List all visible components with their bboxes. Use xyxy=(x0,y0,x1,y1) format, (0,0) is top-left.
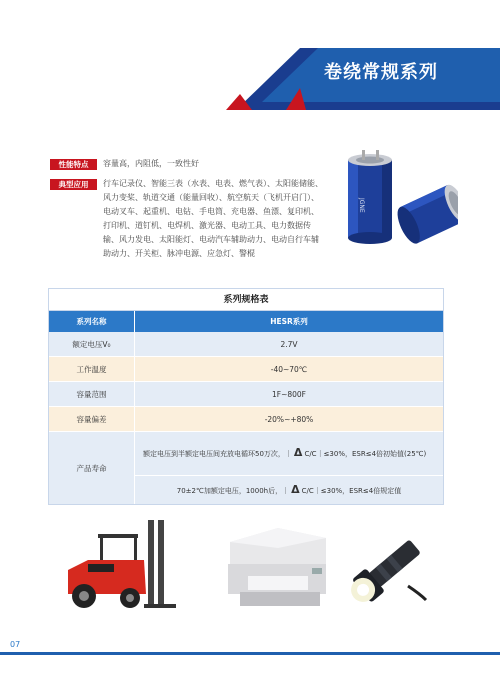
spec-table-header xyxy=(49,311,443,332)
row-value-temperature: -40~70℃ xyxy=(270,364,308,374)
row-value-tolerance: -20%~+80% xyxy=(264,414,314,424)
table-row xyxy=(49,407,443,432)
row-value-voltage: 2.7V xyxy=(280,339,298,349)
delta-symbol: Δ xyxy=(291,482,300,496)
application-text: 行车记录仪、智能三表（水表、电表、燃气表）、太阳能储能、风力变桨、轨道交通（能量回收）、航空航天（飞机开启门）、电动叉车、起重机、电钻、手电筒、充电器、鱼漂、复印机、打印机、道钉机、电焊机、激光器、电动工具、电力数据传输、风力发电、太阳能灯、电动汽车辅助动力、电动自行车辅助动力、开关柜、脉冲电源、应急灯、警棍 xyxy=(103,179,323,258)
col-series-value: HESR系列 xyxy=(270,317,308,326)
life-cycle-text: 额定电压到半额定电压间充放电循环50万次，｜ Δ C/C｜≤30%，ESR≤4倍初始值(25℃) xyxy=(135,432,443,476)
table-row xyxy=(49,382,443,407)
page-title: 卷绕常规系列 xyxy=(324,62,438,83)
row-label-capacity: 容量范围 xyxy=(49,382,135,406)
life-temperature-text: 70±2℃加额定电压，1000h后，｜ Δ C/C｜≤30%，ESR≤4倍规定值 xyxy=(176,482,402,496)
table-row xyxy=(49,357,443,382)
page-number: 07 xyxy=(10,640,21,649)
performance-text: 容量高，内阻低，一致性好 xyxy=(103,159,199,168)
header-banner xyxy=(0,48,500,110)
row-value-capacity: 1F~800F xyxy=(272,389,306,399)
performance-tag: 性能特点 xyxy=(50,159,97,170)
printer-image xyxy=(218,524,330,610)
spec-table xyxy=(48,288,444,505)
row-label-life: 产品寿命 xyxy=(49,432,135,504)
flashlight-image xyxy=(348,528,432,604)
table-row-life xyxy=(49,432,443,504)
features-performance xyxy=(50,157,323,171)
row-label-temperature: 工作温度 xyxy=(49,357,135,381)
forklift-image xyxy=(58,520,176,612)
row-label-tolerance: 容量偏差 xyxy=(49,407,135,431)
features-application xyxy=(50,177,323,261)
delta-symbol: Δ xyxy=(293,446,303,459)
spec-table-title: 系列规格表 xyxy=(49,289,443,311)
supercapacitor-image xyxy=(338,148,458,266)
footer-divider xyxy=(0,652,500,655)
capacitor-brand-label: JGNE xyxy=(358,198,365,213)
col-series-name: 系列名称 xyxy=(49,311,135,332)
table-row xyxy=(49,332,443,357)
row-label-voltage: 额定电压V₀ xyxy=(49,332,135,356)
application-tag: 典型应用 xyxy=(50,179,97,190)
